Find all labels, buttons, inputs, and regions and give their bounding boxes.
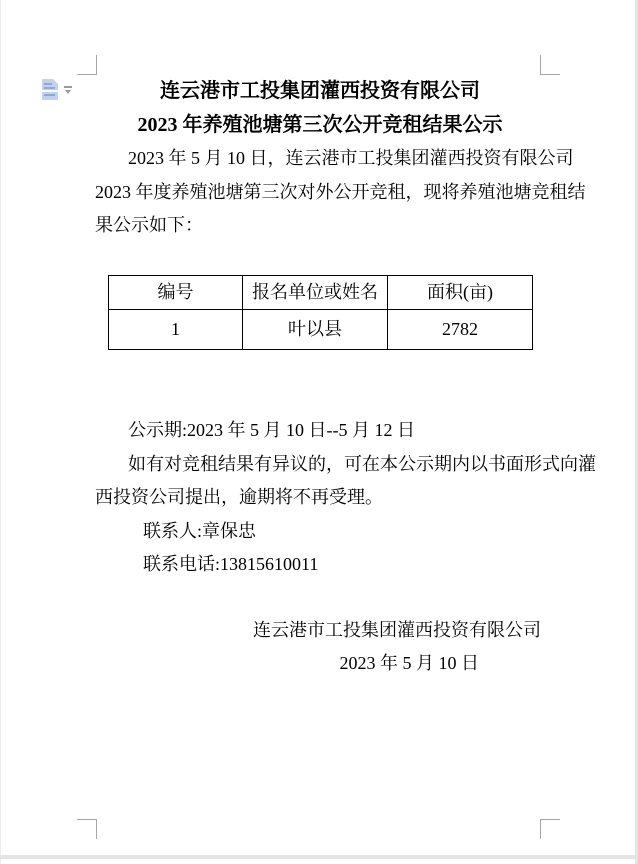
header-cell-no: 编号: [109, 275, 243, 310]
cell-area: 2782: [388, 310, 533, 350]
document-body: [95, 75, 596, 681]
header-cell-area: 面积(亩): [388, 275, 533, 310]
signature-date-line: 2023 年 5 月 10 日: [339, 653, 479, 673]
paste-document-icon: [42, 79, 58, 100]
contact-phone-line: 联系电话:13815610011: [143, 554, 319, 574]
signature-company-line: 连云港市工投集团灌西投资有限公司: [253, 619, 541, 640]
table-row: [109, 310, 533, 350]
chevron-down-icon[interactable]: [64, 86, 73, 95]
intro-line-1: 2023 年 5 月 10 日，连云港市工投集团灌西投资有限公司: [128, 148, 574, 168]
header-cell-name: 报名单位或姓名: [243, 275, 388, 310]
publicity-period-line: 公示期:2023 年 5 月 10 日--5 月 12 日: [128, 420, 415, 440]
margin-crop-mark-bottom-left: [77, 819, 97, 839]
margin-crop-mark-bottom-right: [540, 819, 560, 839]
objection-line-1: 如有对竞租结果有异议的，可在本公示期内以书面形式向灌: [128, 453, 596, 474]
intro-line-2: 2023 年度养殖池塘第三次对外公开竞租，现将养殖池塘竞租结: [95, 181, 586, 202]
objection-paragraph: [95, 448, 596, 515]
results-table: [108, 275, 533, 351]
table-header-row: [109, 275, 533, 310]
contact-person-line: 联系人:章保忠: [143, 520, 257, 541]
intro-line-3: 果公示如下：: [95, 215, 203, 235]
margin-crop-mark-top-left: [77, 55, 97, 75]
page-fold-corner-icon: [53, 79, 58, 84]
cell-no: 1: [109, 310, 243, 350]
cell-name: 叶以县: [243, 310, 388, 350]
page-edge-left: [0, 0, 1, 864]
paste-options-button[interactable]: [42, 78, 76, 102]
page-edge-bottom: [0, 855, 638, 859]
objection-line-2: 西投资公司提出，逾期将不再受理。: [95, 487, 383, 507]
doc-title-line1: 连云港市工投集团灌西投资有限公司: [160, 80, 480, 102]
doc-title-line2: 2023 年养殖池塘第三次公开竞租结果公示: [137, 113, 503, 136]
intro-paragraph: [95, 142, 586, 243]
margin-crop-mark-top-right: [540, 55, 560, 75]
